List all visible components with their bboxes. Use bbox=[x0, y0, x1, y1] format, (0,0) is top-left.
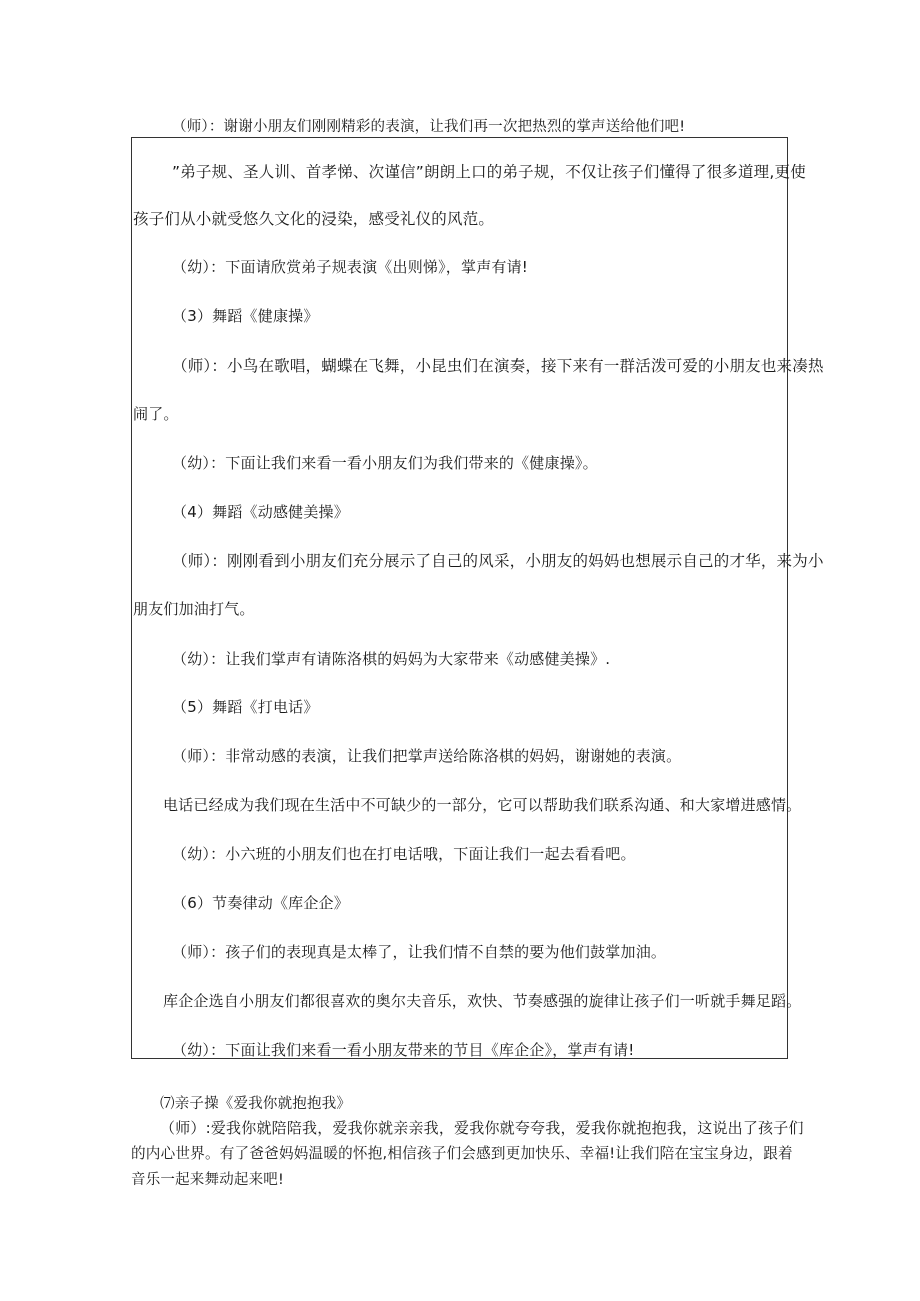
paragraph-dianhua: 电话已经成为我们现在生活中不可缺少的一部分，它可以帮助我们联系沟通、和大家增进感情。 bbox=[163, 796, 802, 814]
paragraph-dizigui-line1: ”弟子规、圣人训、首孝悌、次谨信”朗朗上口的弟子规，不仅让孩子们懂得了很多道理,更使 bbox=[172, 163, 806, 181]
paragraph-mama-line2: 朋友们加油打气。 bbox=[133, 600, 255, 618]
heading-donggan: （4）舞蹈《动感健美操》 bbox=[172, 503, 349, 521]
heading-qinzicao: ⑺亲子操《爱我你就抱抱我》 bbox=[160, 1096, 352, 1112]
heading-kuqiqi: （6）节奏律动《库企企》 bbox=[172, 894, 349, 912]
heading-jiankangcao: （3）舞蹈《健康操》 bbox=[172, 307, 319, 325]
paragraph-xiaoniao-line2: 闹了。 bbox=[133, 405, 179, 423]
intro-line: （师）：谢谢小朋友们刚刚精彩的表演，让我们再一次把热烈的掌声送给他们吧! bbox=[172, 119, 686, 135]
paragraph-xiaoniao-line1: （师）：小鸟在歌唱，蝴蝶在飞舞，小昆虫们在演奏，接下来有一群活泼可爱的小朋友也来凑热 bbox=[172, 357, 824, 375]
paragraph-chuzeti: （幼）：下面请欣赏弟子规表演《出则悌》，掌声有请! bbox=[172, 258, 529, 276]
paragraph-kuqiqi-intro: （幼）：下面让我们来看一看小朋友带来的节目《库企企》，掌声有请! bbox=[172, 1041, 635, 1059]
heading-dadianhua: （5）舞蹈《打电话》 bbox=[172, 698, 319, 716]
paragraph-thanks-mama: （师）：非常动感的表演，让我们把掌声送给陈洛棋的妈妈，谢谢她的表演。 bbox=[172, 747, 682, 765]
paragraph-qinzicao-line3: 音乐一起来舞动起来吧! bbox=[131, 1172, 285, 1188]
paragraph-dizigui-line2: 孩子们从小就受悠久文化的浸染，感受礼仪的风范。 bbox=[133, 210, 495, 228]
paragraph-donggan-intro: （幼）：让我们掌声有请陈洛棋的妈妈为大家带来《动感健美操》. bbox=[172, 650, 611, 668]
paragraph-aoerfu: 库企企选自小朋友们都很喜欢的奥尔夫音乐，欢快、节奏感强的旋律让孩子们一听就手舞足蹈。 bbox=[163, 992, 802, 1010]
paragraph-qinzicao-line1: （师）:爱我你就陪陪我，爱我你就亲亲我，爱我你就夸夸我，爱我你就抱抱我，这说出了孩子们 bbox=[160, 1119, 804, 1137]
paragraph-qinzicao-line2: 的内心世界。有了爸爸妈妈温暖的怀抱,相信孩子们会感到更加快乐、幸福!让我们陪在宝宝身边，跟着 bbox=[131, 1145, 793, 1162]
paragraph-jiankangcao-intro: （幼）：下面让我们来看一看小朋友们为我们带来的《健康操》。 bbox=[172, 454, 598, 472]
paragraph-xiaoliuban: （幼）：小六班的小朋友们也在打电话哦，下面让我们一起去看看吧。 bbox=[172, 845, 636, 863]
paragraph-mama-line1: （师）：刚刚看到小朋友们充分展示了自己的风采，小朋友的妈妈也想展示自己的才华，来为小 bbox=[172, 552, 824, 570]
paragraph-biaoxian: （师）：孩子们的表现真是太棒了，让我们情不自禁的要为他们鼓掌加油。 bbox=[172, 943, 667, 961]
